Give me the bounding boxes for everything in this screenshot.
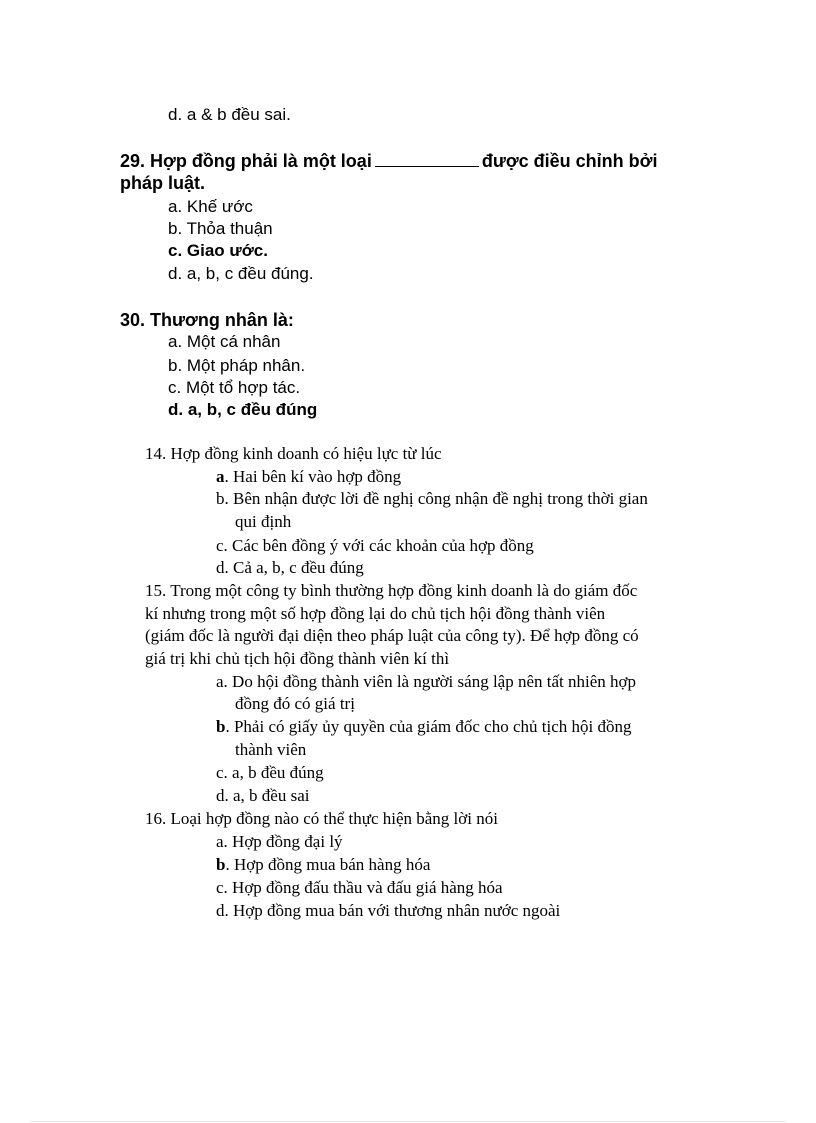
question-text: kí nhưng trong một số hợp đồng lại do chủ tịch hội đồng thành viên: [145, 604, 606, 623]
question-30-title: 30. Thương nhân là:: [120, 310, 294, 330]
answer-option: c. Hợp đồng đấu thầu và đấu giá hàng hóa: [216, 878, 503, 897]
answer-option-continued: qui định: [235, 512, 292, 531]
answer-option: c. Các bên đồng ý với các khoản của hợp đồng: [216, 536, 534, 555]
question-15-title: 15. Trong một công ty bình thường hợp đồng kinh doanh là do giám đốc: [145, 581, 638, 600]
answer-option-continued: đồng đó có giá trị: [235, 694, 355, 713]
answer-option: a. Một cá nhân: [168, 332, 281, 351]
answer-option: [216, 717, 632, 737]
answer-letter: a: [216, 467, 225, 486]
answer-text: . Phải có giấy ủy quyền của giám đốc cho chủ tịch hội đồng: [225, 717, 632, 736]
answer-text: . Hợp đồng mua bán hàng hóa: [225, 855, 431, 874]
question-14-title: 14. Hợp đồng kinh doanh có hiệu lực từ lúc: [145, 444, 442, 463]
answer-letter: b: [216, 717, 226, 736]
answer-option: d. Hợp đồng mua bán với thương nhân nước ngoài: [216, 901, 561, 920]
answer-option: b. Bên nhận được lời đề nghị công nhận đề nghị trong thời gian: [216, 489, 648, 508]
answer-option: a. Khế ước: [168, 197, 253, 216]
answer-option: d. a, b, c đều đúng.: [168, 264, 314, 283]
page-bottom-divider: [30, 1121, 786, 1122]
answer-option: b. Một pháp nhân.: [168, 356, 306, 375]
answer-option: d. Cả a, b, c đều đúng: [216, 558, 364, 577]
correct-answer-option: c. Giao ước.: [168, 241, 268, 260]
answer-option: d. a & b đều sai.: [168, 105, 291, 124]
question-text: (giám đốc là người đại diện theo pháp luật của công ty). Để hợp đồng có: [145, 626, 639, 645]
question-29-title: [120, 151, 657, 172]
answer-option: c. a, b đều đúng: [216, 763, 324, 782]
answer-option: a. Hợp đồng đại lý: [216, 832, 343, 851]
question-text: 29. Hợp đồng phải là một loại: [120, 151, 372, 171]
question-text: pháp luật.: [120, 173, 205, 193]
question-text: được điều chỉnh bởi: [481, 151, 658, 171]
question-16-title: 16. Loại hợp đồng nào có thể thực hiện bằng lời nói: [145, 809, 498, 828]
answer-option: [216, 855, 430, 875]
answer-option: c. Một tổ hợp tác.: [168, 378, 301, 397]
fill-in-blank: [375, 152, 479, 167]
correct-answer-option: d. a, b, c đều đúng: [168, 400, 318, 419]
answer-option: b. Thỏa thuận: [168, 219, 273, 238]
answer-option: d. a, b đều sai: [216, 786, 310, 805]
answer-letter: b: [216, 855, 226, 874]
question-text: giá trị khi chủ tịch hội đồng thành viên kí thì: [145, 649, 450, 668]
answer-option: [216, 467, 401, 487]
answer-option-continued: thành viên: [235, 740, 307, 759]
answer-option: a. Do hội đồng thành viên là người sáng lập nên tất nhiên hợp: [216, 672, 637, 691]
answer-text: . Hai bên kí vào hợp đồng: [224, 467, 402, 486]
